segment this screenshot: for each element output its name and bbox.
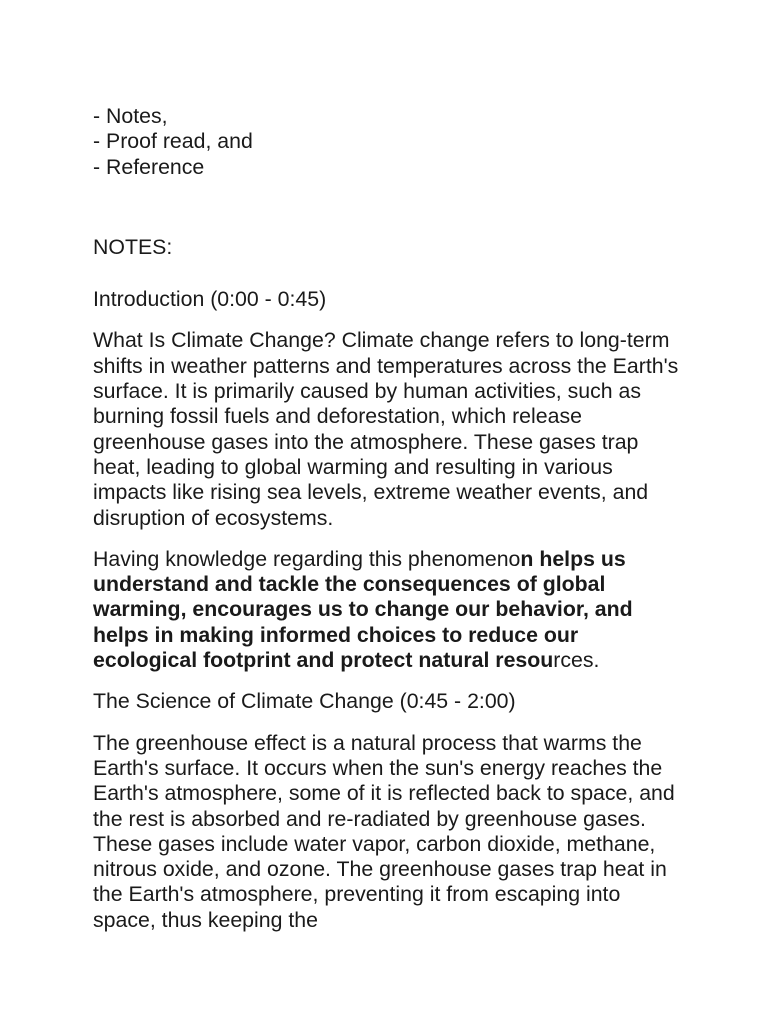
section-heading-science: The Science of Climate Change (0:45 - 2:00): [93, 689, 516, 714]
list-item: - Proof read, and: [93, 129, 253, 154]
notes-heading: NOTES:: [93, 234, 173, 259]
task-list: [93, 104, 683, 180]
paragraph-knowledge: [93, 547, 683, 673]
paragraph-what-is-climate-change: What Is Climate Change? Climate change refers to long-term shifts in weather patterns and temperatures across the Earth's surface. It is primarily caused by human activities, such as burning fossil fuels and deforestation, which release greenhouse gases into the atmosphere. These gases trap heat, leading to global warming and resulting in various impacts like rising sea levels, extreme weather events, and disruption of ecosystems.: [93, 328, 679, 530]
document-page: [93, 104, 683, 933]
section-heading-introduction: Introduction (0:00 - 0:45): [93, 287, 327, 312]
list-item: - Notes,: [93, 104, 168, 128]
paragraph-lead-text: Having knowledge regarding this phenomeno: [93, 546, 521, 571]
list-item: - Reference: [93, 154, 205, 179]
paragraph-greenhouse-effect: The greenhouse effect is a natural process that warms the Earth's surface. It occurs when the sun's energy reaches the Earth's atmosphere, some of it is reflected back to space, and the rest is absorbed and re-radiated by greenhouse gases. These gases include water vapor, carbon dioxide, methane, nitrous oxide, and ozone. The greenhouse gases trap heat in the Earth's atmosphere, preventing it from escaping into space, thus keeping the: [93, 730, 675, 932]
paragraph-tail-text: rces.: [553, 648, 600, 673]
paragraph-bold-text: n helps us understand and tackle the consequences of global warming, encourages us to change our behavior, and helps in making informed choices to reduce our ecological footprint and protect natural resou: [93, 546, 633, 673]
